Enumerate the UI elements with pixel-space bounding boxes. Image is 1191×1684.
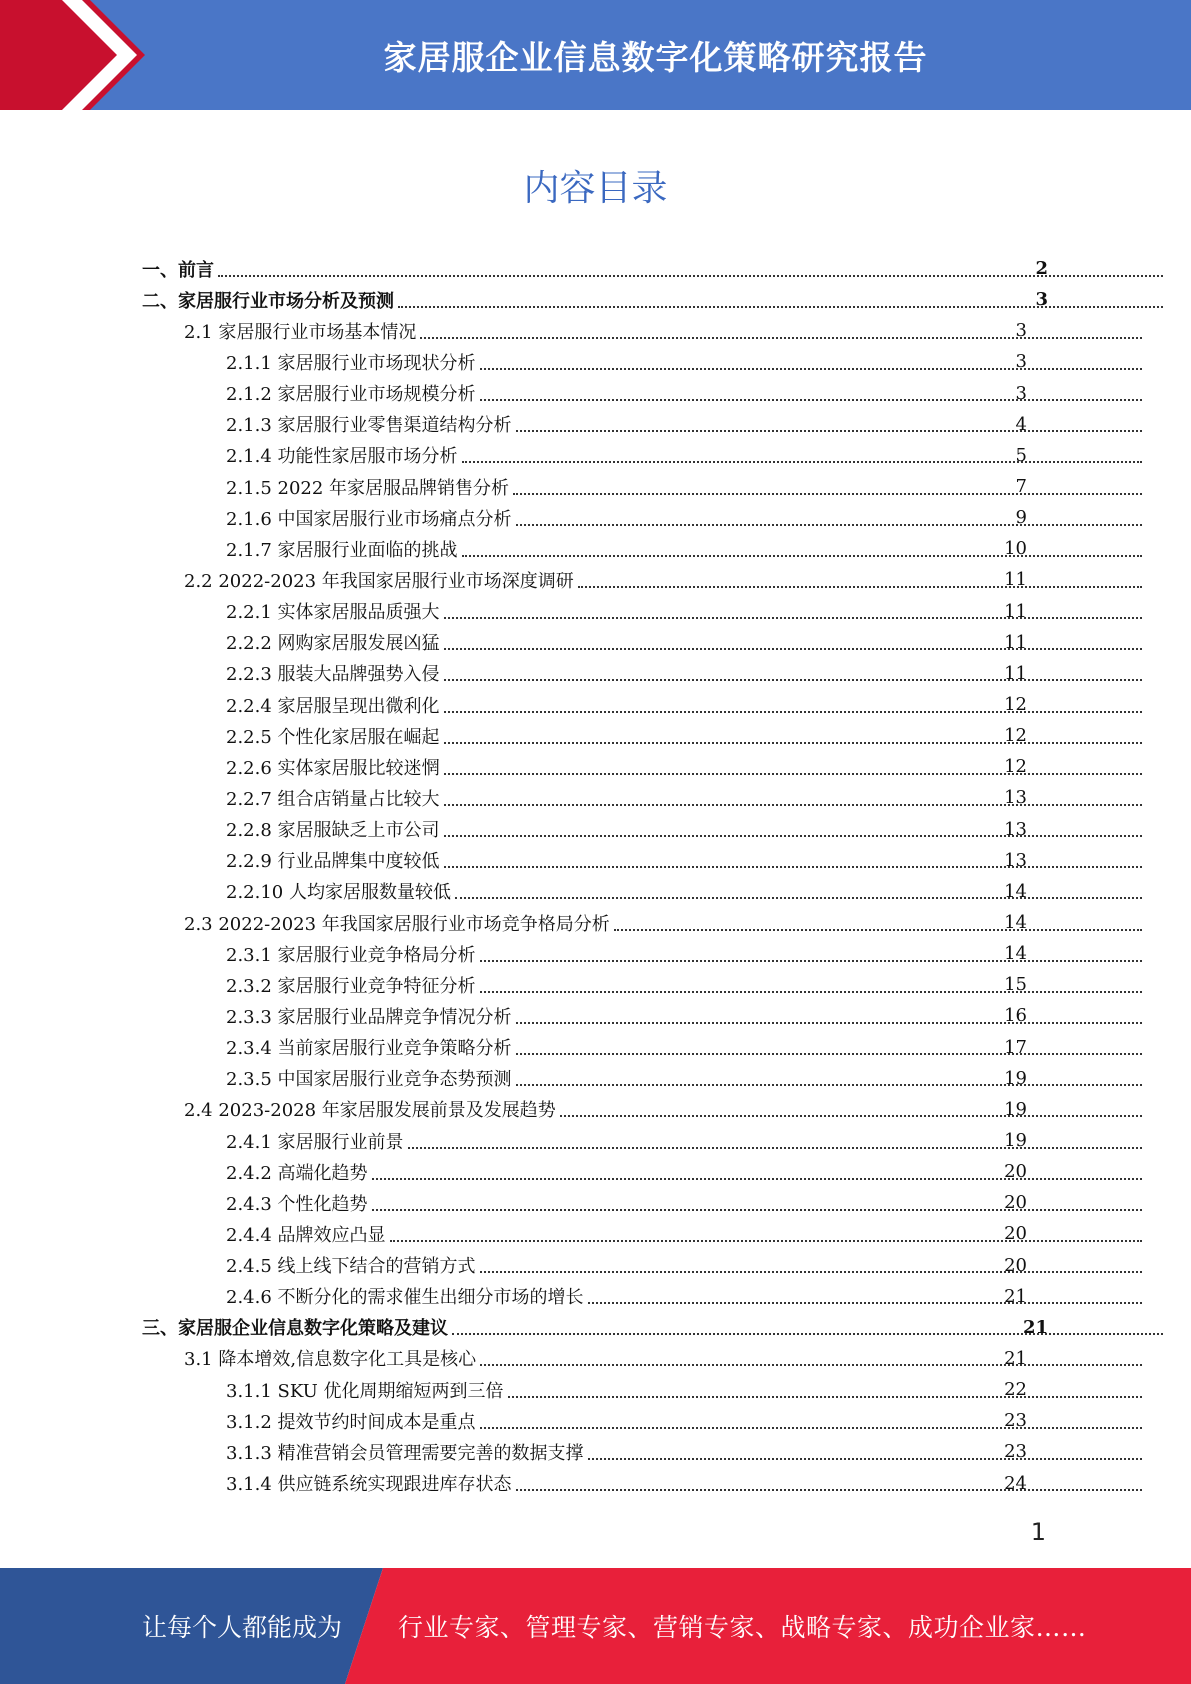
toc-entry-label: 2.2.2 网购家居服发展凶猛 — [226, 633, 440, 655]
toc-entry[interactable] — [0, 689, 1191, 720]
toc-entry-page: 13 — [1004, 818, 1027, 840]
toc-entry-label: 2.2.7 组合店销量占比较大 — [226, 788, 440, 810]
toc-entry[interactable] — [0, 876, 1191, 907]
toc-leader-dots — [516, 1022, 1142, 1024]
toc-entry[interactable] — [0, 969, 1191, 1000]
toc-entry[interactable] — [0, 1218, 1191, 1249]
toc-entry-page: 5 — [1015, 444, 1027, 466]
toc-entry-label: 2.1.6 中国家居服行业市场痛点分析 — [226, 508, 512, 530]
toc-entry[interactable] — [0, 1312, 1191, 1343]
toc-entry-page: 20 — [1004, 1161, 1027, 1183]
toc-entry-label: 2.4 2023-2028 年家居服发展前景及发展趋势 — [184, 1100, 556, 1122]
toc-leader-dots — [444, 679, 1142, 681]
toc-entry-label: 2.3.5 中国家居服行业竞争态势预测 — [226, 1069, 512, 1091]
toc-leader-dots — [516, 1489, 1142, 1491]
toc-leader-dots — [390, 1240, 1142, 1242]
toc-entry-page: 21 — [1004, 1347, 1027, 1369]
toc-entry-label: 2.1.4 功能性家居服市场分析 — [226, 446, 458, 468]
toc-entry[interactable] — [0, 1281, 1191, 1312]
toc-leader-dots — [516, 524, 1142, 526]
toc-entry[interactable] — [0, 596, 1191, 627]
toc-entry[interactable] — [0, 1405, 1191, 1436]
toc-entry[interactable] — [0, 1032, 1191, 1063]
toc-leader-dots — [516, 430, 1142, 432]
toc-entry-label: 2.4.1 家居服行业前景 — [226, 1131, 404, 1153]
toc-entry-page: 3 — [1015, 382, 1027, 404]
toc-entry[interactable] — [0, 658, 1191, 689]
toc-entry-page: 2 — [1035, 258, 1048, 280]
toc-entry[interactable] — [0, 502, 1191, 533]
toc-entry-label: 2.1.7 家居服行业面临的挑战 — [226, 539, 458, 561]
toc-entry-label: 3.1.4 供应链系统实现跟进库存状态 — [226, 1474, 512, 1496]
toc-leader-dots — [444, 742, 1142, 744]
toc-entry-page: 19 — [1004, 1098, 1027, 1120]
toc-entry-page: 23 — [1004, 1410, 1027, 1432]
toc-entry-page: 23 — [1004, 1441, 1027, 1463]
toc-entry-label: 2.1.2 家居服行业市场规模分析 — [226, 384, 476, 406]
toc-entry-label: 2.3.3 家居服行业品牌竞争情况分析 — [226, 1006, 512, 1028]
toc-entry-page: 19 — [1004, 1130, 1027, 1151]
toc-entry-label: 2.2.4 家居服呈现出微利化 — [226, 695, 440, 717]
toc-entry[interactable] — [0, 1374, 1191, 1405]
toc-entry-label: 二、家居服行业市场分析及预测 — [142, 290, 394, 312]
toc-entry[interactable] — [0, 440, 1191, 471]
toc-entry-page: 14 — [1004, 912, 1027, 934]
toc-entry-page: 11 — [1004, 662, 1027, 684]
toc-leader-dots — [480, 399, 1142, 401]
toc-entry[interactable] — [0, 378, 1191, 409]
toc-entry-page: 9 — [1015, 507, 1027, 529]
toc-leader-dots — [462, 461, 1142, 463]
toc-leader-dots — [444, 804, 1142, 806]
toc-entry[interactable] — [0, 1343, 1191, 1374]
toc-entry-label: 2.2.10 人均家居服数量较低 — [226, 882, 451, 904]
toc-entry-label: 2.1.3 家居服行业零售渠道结构分析 — [226, 415, 512, 437]
toc-entry[interactable] — [0, 564, 1191, 595]
page-number: 1 — [1030, 1518, 1046, 1546]
toc-entry-label: 2.2.1 实体家居服品质强大 — [226, 602, 440, 624]
toc-entry-label: 2.1.5 2022 年家居服品牌销售分析 — [226, 477, 510, 499]
toc-entry-label: 三、家居服企业信息数字化策略及建议 — [142, 1318, 448, 1340]
toc-entry-page: 20 — [1004, 1223, 1027, 1245]
toc-entry-page: 21 — [1004, 1285, 1027, 1307]
toc-entry-label: 3.1.2 提效节约时间成本是重点 — [226, 1411, 476, 1433]
toc-entry[interactable] — [0, 533, 1191, 564]
toc-leader-dots — [480, 1271, 1142, 1273]
toc-entry[interactable] — [0, 1125, 1191, 1156]
toc-leader-dots — [218, 275, 1163, 277]
toc-entry-label: 一、前言 — [142, 259, 214, 281]
toc-leader-dots — [444, 648, 1142, 650]
toc-leader-dots — [444, 773, 1142, 775]
toc-entry[interactable] — [0, 253, 1191, 284]
toc-entry[interactable] — [0, 1187, 1191, 1218]
toc-entry-page: 14 — [1004, 943, 1027, 965]
table-of-contents — [0, 253, 1191, 1499]
header-arrow-decoration — [0, 0, 160, 110]
toc-entry[interactable] — [0, 1436, 1191, 1467]
footer-slogan-left: 让每个人都能成为 — [142, 1613, 343, 1642]
toc-entry-page: 16 — [1004, 1005, 1027, 1027]
header-banner — [0, 0, 1191, 110]
report-title: 家居服企业信息数字化策略研究报告 — [383, 37, 928, 77]
toc-entry-label: 2.2.3 服装大品牌强势入侵 — [226, 664, 440, 686]
toc-entry[interactable] — [0, 1156, 1191, 1187]
toc-leader-dots — [444, 835, 1142, 837]
footer-slogan-right: 行业专家、管理专家、营销专家、战略专家、成功企业家…… — [398, 1613, 1087, 1642]
toc-entry-label: 2.3.4 当前家居服行业竞争策略分析 — [226, 1038, 512, 1060]
toc-leader-dots — [408, 1147, 1142, 1149]
toc-entry-page: 11 — [1004, 600, 1027, 622]
toc-entry[interactable] — [0, 1094, 1191, 1125]
toc-entry-page: 3 — [1015, 320, 1027, 342]
toc-leader-dots — [560, 1115, 1142, 1117]
toc-entry-label: 3.1 降本增效,信息数字化工具是核心 — [184, 1349, 477, 1371]
toc-entry[interactable] — [0, 627, 1191, 658]
toc-entry-page: 13 — [1004, 787, 1027, 809]
toc-entry-label: 2.4.6 不断分化的需求催生出细分市场的增长 — [226, 1287, 584, 1309]
toc-leader-dots — [455, 897, 1142, 899]
toc-entry-label: 2.1 家居服行业市场基本情况 — [184, 321, 417, 343]
toc-entry-label: 2.1.1 家居服行业市场现状分析 — [226, 352, 476, 374]
toc-entry-page: 24 — [1004, 1472, 1027, 1494]
toc-entry[interactable] — [0, 907, 1191, 938]
toc-entry-label: 2.2 2022-2023 年我国家居服行业市场深度调研 — [184, 570, 574, 592]
toc-leader-dots — [614, 929, 1142, 931]
toc-entry[interactable] — [0, 409, 1191, 440]
toc-entry-page: 19 — [1004, 1067, 1027, 1089]
toc-entry-label: 2.3.1 家居服行业竞争格局分析 — [226, 944, 476, 966]
toc-leader-dots — [444, 617, 1142, 619]
toc-entry-page: 4 — [1015, 413, 1027, 435]
toc-entry[interactable] — [0, 720, 1191, 751]
toc-leader-dots — [420, 337, 1142, 339]
toc-entry-page: 13 — [1004, 849, 1027, 871]
toc-entry[interactable] — [0, 346, 1191, 377]
toc-entry[interactable] — [0, 1063, 1191, 1094]
toc-entry-page: 12 — [1004, 756, 1027, 778]
toc-entry-page: 20 — [1004, 1254, 1027, 1276]
toc-leader-dots — [398, 306, 1163, 308]
toc-leader-dots — [444, 711, 1142, 713]
toc-entry-page: 10 — [1004, 538, 1027, 560]
toc-entry-page: 14 — [1004, 880, 1027, 902]
toc-entry[interactable] — [0, 284, 1191, 315]
toc-entry-page: 3 — [1015, 351, 1027, 373]
toc-leader-dots — [508, 1396, 1142, 1398]
toc-leader-dots — [578, 586, 1142, 588]
toc-entry-label: 2.3 2022-2023 年我国家居服行业市场竞争格局分析 — [184, 913, 610, 935]
toc-entry[interactable] — [0, 315, 1191, 346]
toc-leader-dots — [452, 1333, 1163, 1335]
toc-entry-label: 2.4.5 线上线下结合的营销方式 — [226, 1256, 476, 1278]
toc-entry[interactable] — [0, 845, 1191, 876]
toc-heading: 内容目录 — [523, 168, 668, 209]
toc-leader-dots — [444, 866, 1142, 868]
toc-entry-page: 20 — [1004, 1192, 1027, 1214]
toc-entry-page: 17 — [1004, 1036, 1027, 1058]
toc-entry-page: 3 — [1035, 289, 1048, 311]
toc-entry[interactable] — [0, 938, 1191, 969]
toc-entry-label: 2.2.6 实体家居服比较迷惘 — [226, 757, 440, 779]
toc-entry-page: 11 — [1004, 569, 1027, 591]
toc-leader-dots — [516, 1084, 1142, 1086]
toc-entry-label: 2.3.2 家居服行业竞争特征分析 — [226, 975, 476, 997]
toc-entry-page: 7 — [1015, 476, 1027, 498]
toc-entry-page: 22 — [1004, 1379, 1027, 1401]
toc-entry-page: 12 — [1004, 694, 1027, 716]
toc-leader-dots — [480, 1427, 1142, 1429]
toc-leader-dots — [588, 1458, 1142, 1460]
toc-entry-page: 12 — [1004, 725, 1027, 747]
toc-entry[interactable] — [0, 1000, 1191, 1031]
toc-entry-label: 2.4.4 品牌效应凸显 — [226, 1224, 386, 1246]
toc-leader-dots — [513, 493, 1142, 495]
toc-entry[interactable] — [0, 751, 1191, 782]
toc-leader-dots — [516, 1053, 1142, 1055]
toc-leader-dots — [480, 991, 1142, 993]
toc-entry-label: 2.4.2 高端化趋势 — [226, 1162, 368, 1184]
toc-leader-dots — [462, 555, 1142, 557]
toc-entry-label: 3.1.1 SKU 优化周期缩短两到三倍 — [226, 1380, 504, 1402]
toc-leader-dots — [480, 368, 1142, 370]
toc-entry-label: 2.2.5 个性化家居服在崛起 — [226, 726, 440, 748]
toc-entry-page: 15 — [1004, 974, 1027, 996]
toc-entry-page: 21 — [1022, 1316, 1048, 1338]
toc-entry[interactable] — [0, 814, 1191, 845]
toc-entry-label: 3.1.3 精准营销会员管理需要完善的数据支撑 — [226, 1442, 584, 1464]
toc-entry[interactable] — [0, 471, 1191, 502]
toc-entry-label: 2.2.8 家居服缺乏上市公司 — [226, 820, 440, 842]
toc-entry-page: 11 — [1004, 631, 1027, 653]
toc-leader-dots — [588, 1302, 1142, 1304]
toc-entry[interactable] — [0, 1467, 1191, 1498]
toc-leader-dots — [480, 960, 1142, 962]
toc-entry[interactable] — [0, 782, 1191, 813]
toc-entry-label: 2.4.3 个性化趋势 — [226, 1193, 368, 1215]
toc-leader-dots — [480, 1364, 1142, 1366]
toc-entry-label: 2.2.9 行业品牌集中度较低 — [226, 851, 440, 873]
footer-banner — [0, 1568, 1191, 1684]
toc-entry[interactable] — [0, 1250, 1191, 1281]
